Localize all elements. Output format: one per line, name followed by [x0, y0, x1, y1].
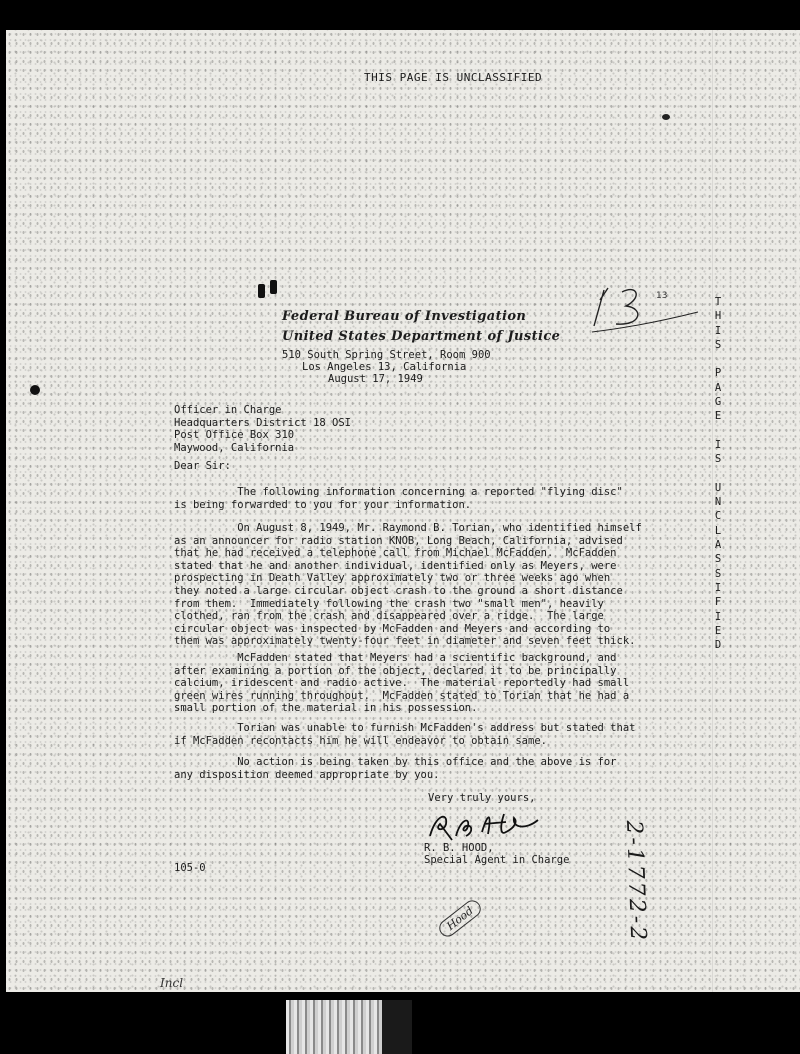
side-banner-letter: P	[714, 367, 722, 380]
handwritten-file-number: 2-1772-2	[621, 820, 651, 944]
side-banner-letter: S	[714, 338, 722, 351]
paragraph-4	[174, 722, 635, 747]
side-banner-letter: A	[714, 539, 722, 552]
salutation: Dear Sir:	[174, 460, 231, 472]
paragraph-line: No action is being taken by this office and the above is for	[174, 756, 617, 768]
letterhead-department: United States Department of Justice	[282, 329, 561, 344]
side-banner-letter: E	[714, 410, 722, 423]
paragraph-1	[174, 486, 623, 511]
recipient-line: Maywood, California	[174, 441, 295, 454]
signer-title: Special Agent in Charge	[424, 854, 570, 866]
paragraph-line: The following information concerning a reported "flying disc"	[174, 486, 623, 498]
paragraph-line: circular object was inspected by McFadden and Meyers and according to	[174, 622, 611, 635]
side-banner-letter: U	[714, 481, 722, 494]
paragraph-line: McFadden stated that Meyers had a scientific background, and	[174, 652, 617, 664]
paragraph-line: that he had received a telephone call from Michael McFadden. McFadden	[174, 547, 617, 560]
side-classification-banner	[712, 295, 724, 652]
side-banner-letter: I	[714, 324, 722, 337]
seal-mark-right	[270, 280, 277, 294]
paragraph-3	[174, 652, 629, 715]
paragraph-line: green wires running throughout. McFadden stated to Torian that he had a	[174, 689, 630, 702]
paragraph-5	[174, 756, 617, 781]
handwritten-bottom-note: Incl	[160, 976, 184, 990]
paragraph-line: if McFadden recontacts him he will endeavor to obtain same.	[174, 734, 547, 747]
side-banner-letter: S	[714, 453, 722, 466]
recipient-line: Post Office Box 310	[174, 429, 295, 442]
scan-footer-strip	[286, 1000, 382, 1054]
scan-blot	[30, 385, 40, 395]
letterhead-address-1: 510 South Spring Street, Room 900	[282, 349, 491, 361]
handwritten-initial-stamp: Hood	[436, 897, 484, 940]
paragraph-line: prospecting in Death Valley approximately two or three weeks ago when	[174, 572, 611, 585]
paragraph-line: after examining a portion of the object, declared it to be principally	[174, 664, 617, 677]
paragraph-line: Torian was unable to furnish McFadden's address but stated that	[174, 722, 636, 734]
paragraph-line: clothed, ran from the crash and disappeared over a ridge. The large	[174, 610, 604, 623]
side-banner-letter: I	[714, 581, 722, 594]
paragraph-line: as an announcer for radio station KNOB, Long Beach, California, advised	[174, 534, 623, 547]
side-banner-letter: T	[714, 296, 722, 308]
signature-text: R. B. Hood	[426, 806, 433, 807]
side-banner-letter: S	[714, 567, 722, 580]
side-banner-letter: A	[714, 381, 722, 394]
side-banner-letter: S	[714, 553, 722, 566]
recipient-block	[174, 404, 351, 454]
letter-date: August 17, 1949	[328, 373, 423, 385]
side-banner-letter: G	[714, 396, 722, 409]
document-page	[6, 30, 800, 992]
paragraph-line: stated that he and another individual, identified only as Meyers, were	[174, 559, 617, 572]
side-banner-letter: D	[714, 639, 722, 652]
recipient-line: Officer in Charge	[174, 404, 282, 416]
paragraph-line: On August 8, 1949, Mr. Raymond B. Torian, who identified himself	[174, 522, 642, 534]
fold-line	[712, 30, 713, 992]
paragraph-line: any disposition deemed appropriate by you.	[174, 768, 440, 781]
side-banner-letter: N	[714, 496, 722, 509]
classification-banner: THIS PAGE IS UNCLASSIFIED	[364, 71, 543, 84]
paragraph-line: from them. Immediately following the crash two "small men", heavily	[174, 597, 604, 610]
side-banner-letter: I	[714, 438, 722, 451]
handwritten-page-number	[586, 278, 706, 338]
side-banner-letter	[712, 424, 724, 438]
side-banner-letter: L	[714, 524, 722, 537]
side-banner-letter	[712, 467, 724, 481]
side-banner-letter: H	[714, 310, 722, 323]
signature-icon	[426, 806, 546, 846]
side-banner-letter: C	[714, 510, 722, 523]
side-banner-letter: F	[714, 596, 722, 609]
paragraph-line: is being forwarded to you for your information.	[174, 498, 472, 511]
scan-footer-dark	[382, 1000, 412, 1054]
recipient-line: Headquarters District 18 OSI	[174, 416, 352, 429]
paragraph-line: they noted a large circular object crash to the ground a short distance	[174, 584, 623, 597]
letterhead-agency: Federal Bureau of Investigation	[282, 309, 527, 324]
side-banner-letter: I	[714, 610, 722, 623]
side-banner-letter: E	[714, 624, 722, 637]
paragraph-line: calcium, iridescent and radio active. The material reportedly had small	[174, 677, 630, 690]
scan-blot	[662, 114, 670, 120]
seal-mark-left	[258, 284, 265, 298]
side-banner-letter	[712, 352, 724, 366]
page-mark-text: 13	[656, 291, 668, 301]
paragraph-line: small portion of the material in his possession.	[174, 702, 478, 715]
closing: Very truly yours,	[428, 792, 536, 804]
file-reference: 105-0	[174, 862, 206, 874]
paragraph-line: them was approximately twenty-four feet in diameter and seven feet thick.	[174, 635, 636, 648]
signer-name: R. B. HOOD,	[424, 842, 494, 854]
letterhead-address-2: Los Angeles 13, California	[302, 361, 467, 373]
paragraph-2	[174, 522, 642, 648]
